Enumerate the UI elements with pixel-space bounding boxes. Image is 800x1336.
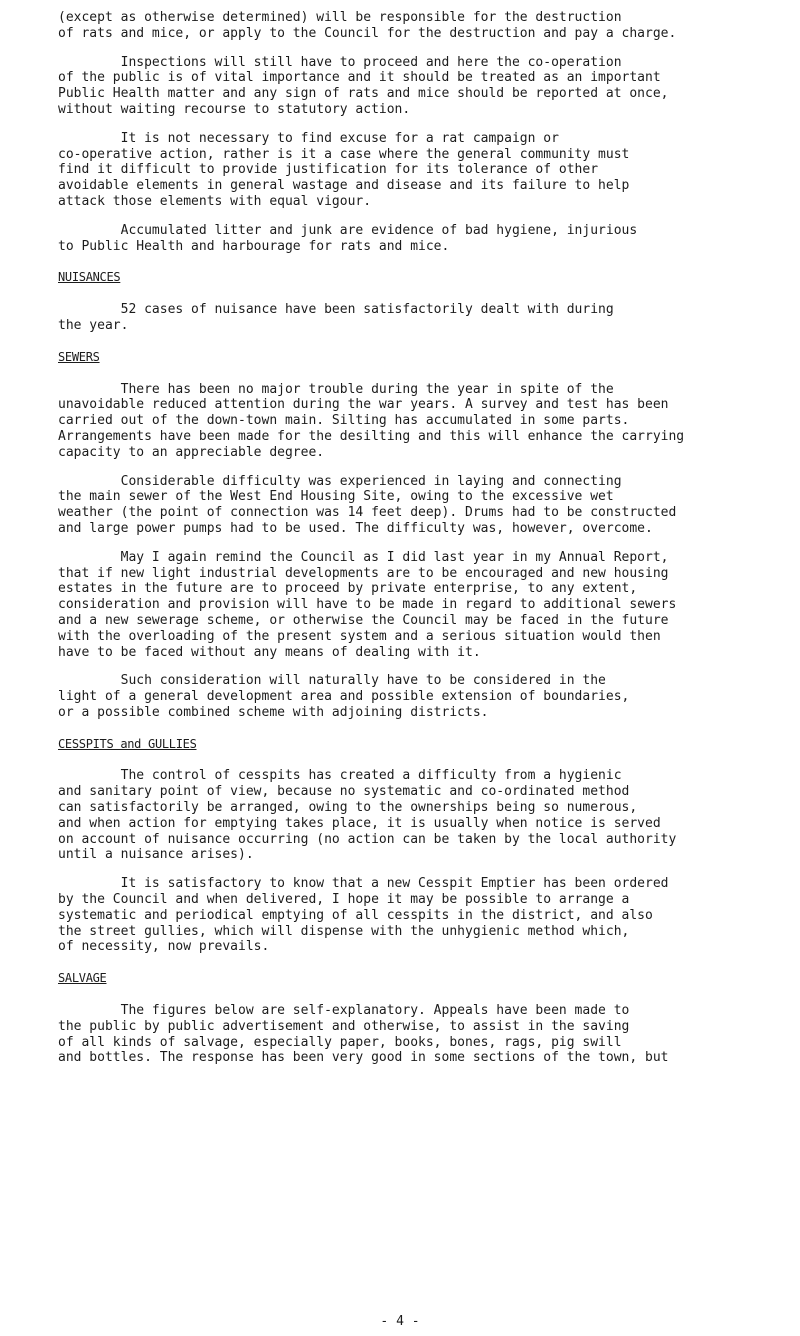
- text-line: estates in the future are to proceed by private enterprise, to any extent,: [58, 581, 638, 597]
- sewers-paragraph-4: [58, 673, 768, 720]
- text-line: (except as otherwise determined) will be responsible for the destruction: [58, 10, 622, 25]
- litter-paragraph: [58, 223, 768, 255]
- text-line: attack those elements with equal vigour.: [58, 193, 372, 209]
- text-line: It is not necessary to find excuse for a rat campaign or: [58, 130, 559, 146]
- text-line: or a possible combined scheme with adjoining districts.: [58, 704, 489, 720]
- text-line: and a new sewerage scheme, or otherwise the Council may be faced in the future: [58, 612, 669, 628]
- campaign-paragraph: [58, 131, 768, 210]
- text-line: to Public Health and harbourage for rats and mice.: [58, 238, 450, 254]
- text-line: of all kinds of salvage, especially paper, books, bones, rags, pig swill: [58, 1034, 622, 1050]
- text-line: Inspections will still have to proceed and here the co-operation: [58, 54, 622, 70]
- text-line: avoidable elements in general wastage and disease and its failure to help: [58, 178, 630, 194]
- page-number: - 4 -: [380, 1314, 420, 1329]
- section-heading-cesspits: CESSPITS and GULLIES: [58, 736, 197, 751]
- text-line: with the overloading of the present system and a serious situation would then: [58, 628, 661, 644]
- text-line: without waiting recourse to statutory action.: [58, 101, 411, 117]
- text-line: 52 cases of nuisance have been satisfactorily dealt with during: [58, 302, 614, 318]
- text-line: the public by public advertisement and otherwise, to assist in the saving: [58, 1018, 630, 1034]
- text-line: Such consideration will naturally have to be considered in the: [58, 673, 606, 689]
- text-line: capacity to an appreciable degree.: [58, 444, 325, 460]
- text-line: Arrangements have been made for the desilting and this will enhance the carrying: [58, 428, 685, 444]
- text-line: the year.: [58, 317, 129, 333]
- text-line: light of a general development area and possible extension of boundaries,: [58, 689, 630, 705]
- sewers-paragraph-3: [58, 550, 768, 661]
- text-line: co-operative action, rather is it a case where the general community must: [58, 146, 630, 162]
- text-line: May I again remind the Council as I did last year in my Annual Report,: [58, 549, 669, 565]
- text-line: There has been no major trouble during the year in spite of the: [58, 381, 614, 397]
- salvage-paragraph: [58, 1003, 768, 1066]
- section-heading-salvage: SALVAGE: [58, 971, 107, 986]
- text-line: Public Health matter and any sign of rats and mice should be reported at once,: [58, 86, 669, 102]
- text-line: have to be faced without any means of dealing with it.: [58, 644, 481, 660]
- text-line: that if new light industrial developments are to be encouraged and new housing: [58, 565, 669, 581]
- text-line: Considerable difficulty was experienced in laying and connecting: [58, 473, 622, 489]
- text-line: find it difficult to provide justification for its tolerance of other: [58, 162, 599, 178]
- text-line: Accumulated litter and junk are evidence of bad hygiene, injurious: [58, 222, 638, 238]
- text-line: of rats and mice, or apply to the Council for the destruction and pay a charge.: [58, 25, 677, 41]
- text-line: and when action for emptying takes place, it is usually when notice is served: [58, 815, 661, 831]
- text-line: carried out of the down-town main. Silting has accumulated in some parts.: [58, 413, 630, 429]
- text-line: can satisfactorily be arranged, owing to the ownerships being so numerous,: [58, 800, 638, 816]
- text-line: unavoidable reduced attention during the war years. A survey and test has been: [58, 397, 669, 413]
- text-line: weather (the point of connection was 14 feet deep). Drums had to be constructed: [58, 505, 677, 521]
- text-line: and sanitary point of view, because no systematic and co-ordinated method: [58, 784, 630, 800]
- text-line: the street gullies, which will dispense with the unhygienic method which,: [58, 923, 630, 939]
- cesspits-paragraph-2: [58, 876, 768, 955]
- text-line: and bottles. The response has been very good in some sections of the town, but: [58, 1050, 669, 1066]
- text-line: on account of nuisance occurring (no action can be taken by the local authority: [58, 831, 677, 847]
- inspections-paragraph: [58, 55, 768, 118]
- text-line: of the public is of vital importance and it should be treated as an important: [58, 70, 661, 86]
- text-line: until a nuisance arises).: [58, 847, 254, 863]
- sewers-paragraph-1: [58, 382, 768, 461]
- text-line: the main sewer of the West End Housing Site, owing to the excessive wet: [58, 489, 614, 505]
- text-line: and large power pumps had to be used. The difficulty was, however, overcome.: [58, 520, 653, 536]
- text-line: It is satisfactory to know that a new Cesspit Emptier has been ordered: [58, 876, 669, 892]
- text-line: of necessity, now prevails.: [58, 939, 270, 955]
- section-heading-sewers: SEWERS: [58, 349, 100, 364]
- text-line: systematic and periodical emptying of all cesspits in the district, and also: [58, 907, 653, 923]
- document-page: [58, 0, 768, 1079]
- intro-paragraph: [58, 10, 768, 42]
- nuisances-paragraph: [58, 302, 768, 334]
- text-line: The control of cesspits has created a difficulty from a hygienic: [58, 768, 622, 784]
- sewers-paragraph-2: [58, 474, 768, 537]
- section-heading-nuisances: NUISANCES: [58, 270, 121, 285]
- text-line: by the Council and when delivered, I hope it may be possible to arrange a: [58, 892, 630, 908]
- text-line: The figures below are self-explanatory. Appeals have been made to: [58, 1003, 630, 1019]
- cesspits-paragraph-1: [58, 768, 768, 863]
- text-line: consideration and provision will have to be made in regard to additional sewers: [58, 597, 677, 613]
